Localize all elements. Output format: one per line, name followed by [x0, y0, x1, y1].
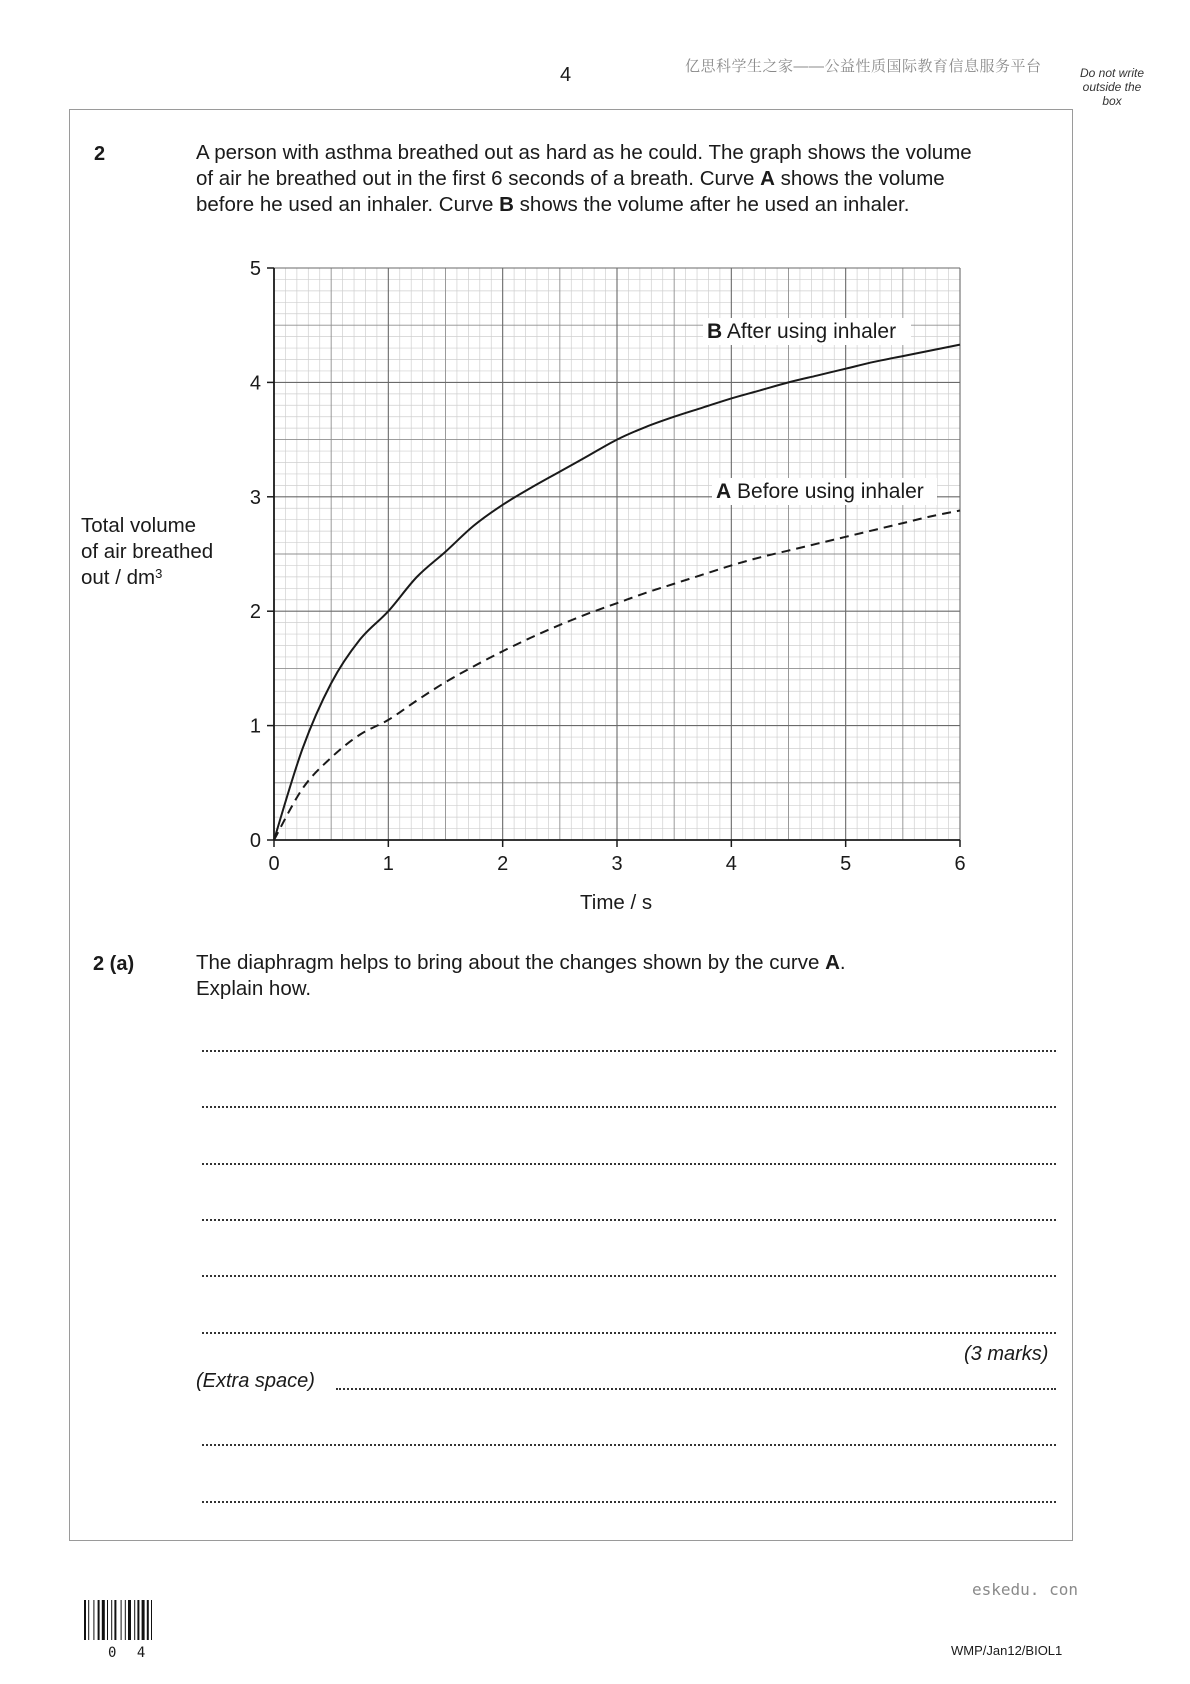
- intro-line: of air he breathed out in the first 6 seconds of a breath. Curve A shows the volume: [196, 167, 945, 190]
- y-tick-label: 4: [249, 372, 261, 395]
- y-axis-label-line: Total volume: [81, 514, 197, 537]
- marks-label: (3 marks): [964, 1343, 1049, 1365]
- x-tick-label: 6: [954, 853, 966, 875]
- barcode-number: 0 4: [108, 1645, 152, 1661]
- barcode-bar: [93, 1600, 94, 1640]
- intro-line: before he used an inhaler. Curve B shows the volume after he used an inhaler.: [196, 193, 910, 216]
- y-tick-label: 2: [249, 601, 261, 624]
- barcode-bar: [128, 1600, 131, 1640]
- x-axis-label: Time / s: [580, 891, 653, 914]
- answer-line[interactable]: [202, 1219, 1056, 1221]
- extra-space-label: (Extra space): [196, 1370, 315, 1392]
- part-a-label: 2 (a): [93, 953, 135, 975]
- y-axis-label-line: out / $dm^3$: [81, 566, 163, 589]
- answer-line[interactable]: [202, 1050, 1056, 1052]
- y-tick-label: 0: [249, 830, 261, 852]
- footer-site-text: eskedu. con: [972, 1580, 1078, 1599]
- part-a-line: Explain how.: [196, 977, 312, 1000]
- barcode-bar: [134, 1600, 135, 1640]
- paper-code: WMP/Jan12/BIOL1: [951, 1643, 1063, 1658]
- part-a-question: [196, 950, 846, 1002]
- answer-line[interactable]: [202, 1332, 1056, 1334]
- answer-line[interactable]: [202, 1275, 1056, 1277]
- barcode-bar: [125, 1600, 126, 1640]
- y-tick-label: 3: [249, 486, 261, 509]
- x-tick-label: 5: [840, 853, 852, 875]
- barcode-bar: [137, 1600, 139, 1640]
- intro-line: A person with asthma breathed out as hard as he could. The graph shows the volume: [196, 141, 972, 164]
- barcode-bar: [107, 1600, 108, 1640]
- curve-b-label: B After using inhaler: [707, 320, 897, 343]
- margin-note-line: box: [1102, 94, 1122, 108]
- curve-a-label: A Before using inhaler: [716, 480, 924, 503]
- barcode-bar: [114, 1600, 116, 1640]
- part-a-line: The diaphragm helps to bring about the changes shown by the curve A.: [196, 951, 846, 974]
- x-tick-label: 0: [268, 853, 280, 875]
- margin-note-line: Do not write: [1079, 66, 1145, 80]
- barcode-bar: [147, 1600, 149, 1640]
- x-tick-label: 2: [497, 853, 509, 875]
- barcode-bar: [84, 1600, 86, 1640]
- extra-space-line[interactable]: [336, 1388, 1056, 1390]
- x-tick-label: 3: [611, 853, 623, 875]
- y-axis-label-line: of air breathed: [81, 540, 214, 563]
- y-axis-label: [81, 513, 213, 591]
- site-header-text: 亿思科学生之家——公益性质国际教育信息服务平台: [685, 58, 1042, 75]
- barcode-bar: [142, 1600, 145, 1640]
- barcode-bar: [111, 1600, 112, 1640]
- barcode-bar: [98, 1600, 100, 1640]
- barcode-bar: [151, 1600, 152, 1640]
- barcode-image: [84, 1600, 180, 1642]
- answer-line[interactable]: [202, 1163, 1056, 1165]
- margin-note-line: outside the: [1082, 80, 1142, 94]
- barcode-bar: [102, 1600, 105, 1640]
- y-tick-label: 5: [249, 258, 261, 280]
- extra-space-line[interactable]: [202, 1501, 1056, 1503]
- y-tick-label: 1: [249, 715, 261, 738]
- x-tick-label: 1: [382, 853, 394, 875]
- barcode-bar: [88, 1600, 89, 1640]
- question-number: 2: [94, 143, 106, 165]
- barcode-bar: [121, 1600, 122, 1640]
- page-number: 4: [560, 64, 572, 86]
- chart-series-labels: [703, 318, 937, 505]
- extra-space-line[interactable]: [202, 1444, 1056, 1446]
- x-tick-label: 4: [725, 853, 737, 875]
- answer-line[interactable]: [202, 1106, 1056, 1108]
